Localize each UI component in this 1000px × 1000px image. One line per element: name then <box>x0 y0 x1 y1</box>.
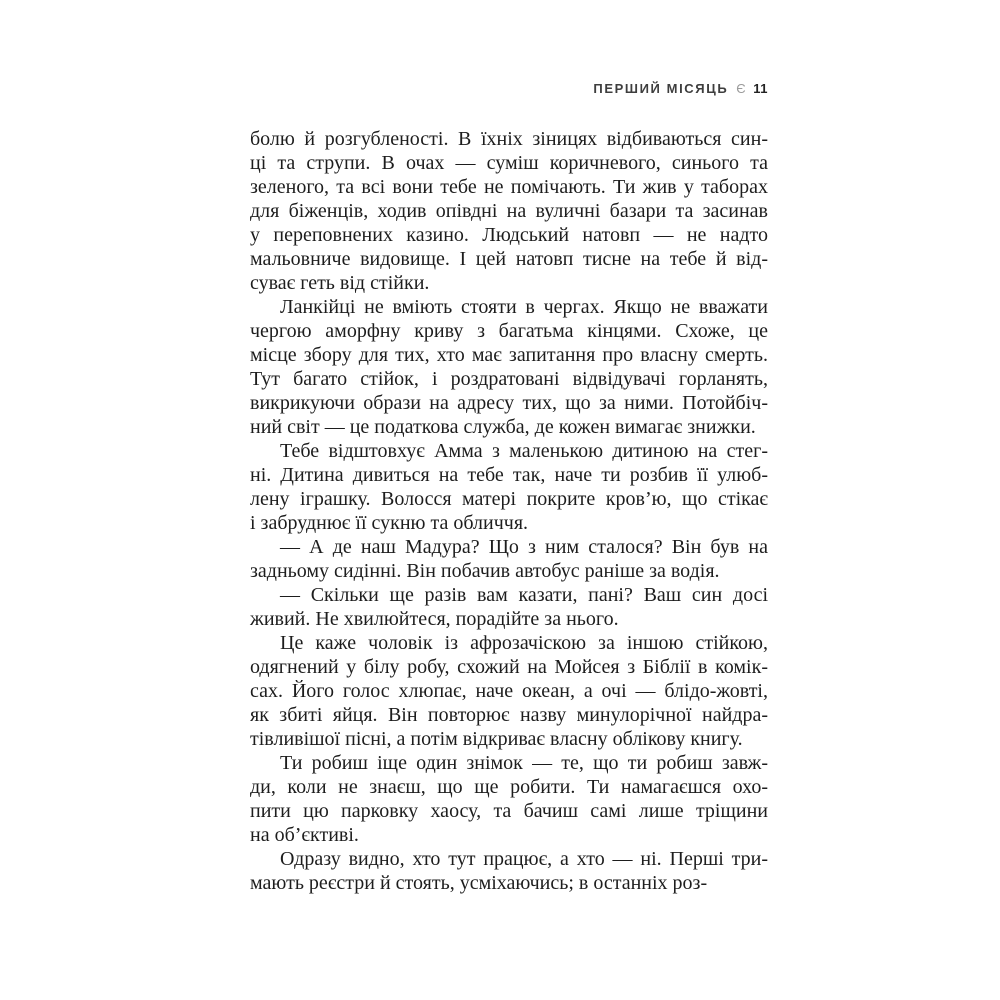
text-line: ний світ — це податкова служба, де кожен вимагає знижки. <box>250 416 756 438</box>
paragraph <box>250 847 768 895</box>
text-line: болю й розгубленості. В їхніх зіницях відбиваються син- <box>250 128 768 150</box>
paragraph <box>250 751 768 847</box>
text-line: на об’єктиві. <box>250 824 359 846</box>
text-line: і забруднює її сукню та обличчя. <box>250 512 529 534</box>
paragraph <box>250 439 768 535</box>
paragraph <box>250 583 768 631</box>
text-line: тівливішої пісні, а потім відкриває власну облікову книгу. <box>250 728 743 750</box>
text-line: — А де наш Мадура? Що з ним сталося? Він був на <box>280 536 768 558</box>
text-line: мають реєстри й стоять, усміхаючись; в останніх роз- <box>250 872 708 894</box>
body-text <box>250 127 768 895</box>
text-line: місце збору для тих, хто має запитання про власну смерть. <box>250 344 768 366</box>
text-line: сах. Його голос хлюпає, наче океан, а очі — блідо-жовті, <box>250 680 768 702</box>
text-line: у переповнених казино. Людський натовп — не надто <box>250 224 768 246</box>
text-line: Тебе відштовхує Амма з маленькою дитиною на стег- <box>280 440 768 462</box>
paragraph <box>250 127 768 295</box>
paragraph <box>250 295 768 439</box>
text-line: пити цю парковку хаосу, та бачиш самі лише тріщини <box>250 800 768 822</box>
text-line: одягнений у білу робу, схожий на Мойсея з Біблії в комік- <box>250 656 768 678</box>
chapter-title: ПЕРШИЙ МІСЯЦЬ <box>593 81 729 96</box>
text-line: чергою аморфну криву з багатьма кінцями. Схоже, це <box>250 320 768 342</box>
text-line: Ланкійці не вміють стояти в чергах. Якщо не вважати <box>280 296 768 318</box>
text-line: мальовниче видовище. І цей натовп тисне на тебе й від- <box>250 248 768 270</box>
text-line: лену іграшку. Волосся матері покрите кров’ю, що стікає <box>250 488 768 510</box>
text-line: викрикуючи образи на адресу тих, що за ними. Потойбіч- <box>250 392 768 414</box>
text-line: Одразу видно, хто тут працює, а хто — ні. Перші три- <box>280 848 768 870</box>
paragraph <box>250 535 768 583</box>
text-line: ці та струпи. В очах — суміш коричневого, синього та <box>250 152 768 174</box>
header-separator-glyph: Є <box>736 81 748 96</box>
text-line: зеленого, та всі вони тебе не помічають. Ти жив у таборах <box>250 176 768 198</box>
text-line: для біженців, ходив опівдні на вуличні базари та засинав <box>250 200 768 222</box>
text-line: суває геть від стійки. <box>250 272 430 294</box>
page-number: 11 <box>753 81 768 96</box>
text-line: ні. Дитина дивиться на тебе так, наче ти розбив її улюб- <box>250 464 768 486</box>
text-line: задньому сидінні. Він побачив автобус раніше за водія. <box>250 560 720 582</box>
text-line: живий. Не хвилюйтеся, порадійте за нього. <box>250 608 619 630</box>
paragraph <box>250 631 768 751</box>
text-line: як збиті яйця. Він повторює назву минулорічної найдра- <box>250 704 768 726</box>
text-line: Це каже чоловік із афрозачіскою за іншою стійкою, <box>280 632 768 654</box>
text-line: Тут багато стійок, і роздратовані відвідувачі горланять, <box>250 368 768 390</box>
text-line: — Скільки ще разів вам казати, пані? Ваш син досі <box>280 584 768 606</box>
text-line: ди, коли не знаєш, що ще робити. Ти намагаєшся охо- <box>250 776 768 798</box>
text-line: Ти робиш іще один знімок — те, що ти робиш завж- <box>280 752 768 774</box>
running-header <box>250 81 768 97</box>
